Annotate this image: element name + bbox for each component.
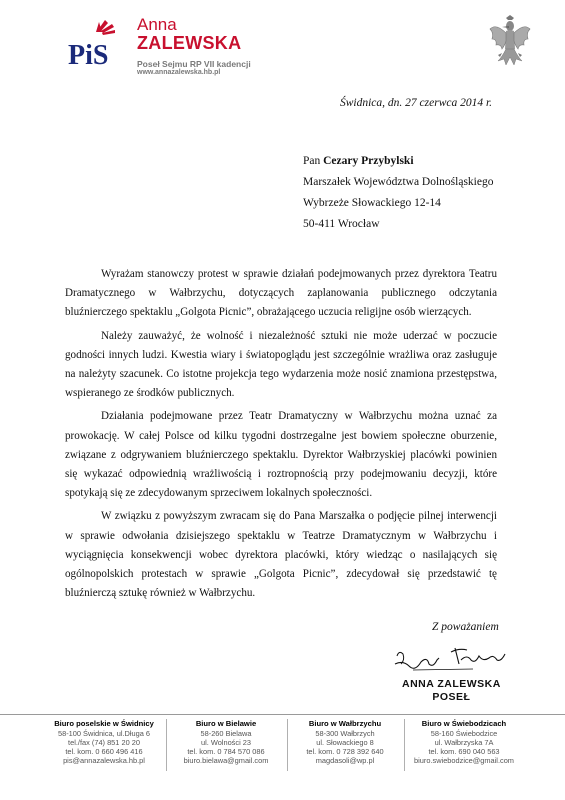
recipient-address — [303, 151, 493, 235]
stamp-title: POSEŁ — [432, 691, 471, 703]
mp-role: Poseł Sejmu RP VII kadencji — [137, 59, 251, 69]
office-mobile: tel. kom. 0 660 496 416 — [65, 747, 143, 756]
office-email: biuro.swiebodzice@gmail.com — [414, 756, 514, 765]
office-email: magdasoli@wp.pl — [315, 756, 375, 765]
recipient-street: Wybrzeże Słowackiego 12-14 — [303, 197, 441, 209]
office-mobile: tel. kom. 0 728 392 640 — [306, 747, 384, 756]
stamp-name: ANNA ZALEWSKA — [402, 678, 501, 690]
office-title: Biuro poselskie w Świdnicy — [54, 719, 154, 728]
office-phone: ul. Wolności 23 — [201, 738, 251, 747]
first-name: Anna — [137, 15, 177, 34]
polish-eagle-emblem-icon — [488, 15, 532, 69]
footer-rule — [0, 714, 565, 715]
office-email: biuro.bielawa@gmail.com — [183, 756, 269, 765]
office-phone: tel./fax (74) 851 20 20 — [68, 738, 140, 747]
office-bielawa — [170, 719, 282, 765]
recipient-salutation: Pan — [303, 155, 321, 167]
letterhead-subtitle — [137, 59, 251, 78]
recipient-title: Marszałek Województwa Dolnośląskiego — [303, 176, 494, 188]
office-address: 58-160 Świebodzice — [430, 729, 498, 738]
last-name: ZALEWSKA — [137, 33, 242, 53]
office-mobile: tel. kom. 0 784 570 086 — [187, 747, 265, 756]
office-phone: ul. Słowackiego 8 — [316, 738, 374, 747]
office-title: Biuro w Wałbrzychu — [308, 719, 382, 728]
recipient-name: Cezary Przybylski — [323, 155, 414, 167]
letterhead-name — [137, 16, 241, 52]
office-swidnica — [48, 719, 160, 765]
office-address: 58-300 Wałbrzych — [315, 729, 375, 738]
office-swiebodzice — [406, 719, 522, 765]
footer-divider — [287, 719, 288, 771]
office-address: 58-260 Bielawa — [200, 729, 252, 738]
letter-date: Świdnica, dn. 27 czerwca 2014 r. — [340, 97, 493, 109]
closing-phrase: Z poważaniem — [432, 621, 499, 633]
letter-body — [65, 265, 497, 607]
office-title: Biuro w Świebodzicach — [421, 719, 507, 728]
logo-text: PiS — [68, 40, 109, 68]
website: www.annazalewska.hb.pl — [137, 69, 221, 77]
office-address: 58-100 Świdnica, ul.Długa 6 — [57, 729, 151, 738]
office-title: Biuro w Bielawie — [195, 719, 257, 728]
pis-logo — [68, 18, 130, 68]
body-paragraph: W związku z powyższym zwracam się do Pana Marszałka o podjęcie pilnej interwencji w sprawie odwołania dzisiejszego spektaklu w Teatrze Dramatycznym w Wałbrzychu i wyciągnięcia konsekwencji wobec dyrektora placówki, który wiedząc o nasilających się ogólnopolskich protestach w sprawie „Golgota Picnic”, zdecydował się przedstawić tę bluźnierczą sztukę również w Wałbrzychu. — [65, 510, 497, 600]
name-stamp — [402, 678, 501, 704]
footer-divider — [166, 719, 167, 771]
office-walbrzych — [289, 719, 401, 765]
recipient-name-line — [303, 151, 493, 172]
footer-divider — [404, 719, 405, 771]
eagle-wings-icon — [96, 20, 115, 35]
office-email: pis@annazalewska.hb.pl — [63, 756, 145, 765]
handwritten-signature — [393, 642, 515, 672]
recipient-city: 50-411 Wrocław — [303, 218, 380, 230]
body-paragraph: Należy zauważyć, że wolność i niezależność sztuki nie może uderzać w poczucie godności innych ludzi. Kwestia wiary i światopoglądu jest szczególnie wrażliwa oraz zasługuje na należyty szacunek. Co istotne projekcja tego wydarzenia może nosić znamiona przestępstwa, wspieranego ze środków publicznych. — [65, 329, 497, 400]
footer — [0, 719, 565, 779]
office-phone: ul. Wałbrzyska 7A — [434, 738, 494, 747]
body-paragraph: Działania podejmowane przez Teatr Dramatyczny w Wałbrzychu można uznać za prowokację. W całej Polsce od kilku tygodni dostrzegalne jest bowiem społeczne oburzenie, związane z odgrywaniem bluźnierczego spektaklu. Dyrektor Wałbrzyskiej placówki powinien się wykazać odpowiednią wrażliwością i roztropnością przy podejmowaniu decyzji, które spotykają się ze zdecydowanym sprzeciwem lokalnych społeczności. — [65, 410, 497, 500]
office-mobile: tel. kom. 690 040 563 — [428, 747, 500, 756]
body-paragraph: Wyrażam stanowczy protest w sprawie działań podejmowanych przez dyrektora Teatru Dramatycznego w Wałbrzychu, dotyczących zaplanowania publicznego odczytania bluźnierczego spektaklu „Golgota Picnic”, obrażającego uczucia religijne osób wierzących. — [65, 268, 497, 319]
